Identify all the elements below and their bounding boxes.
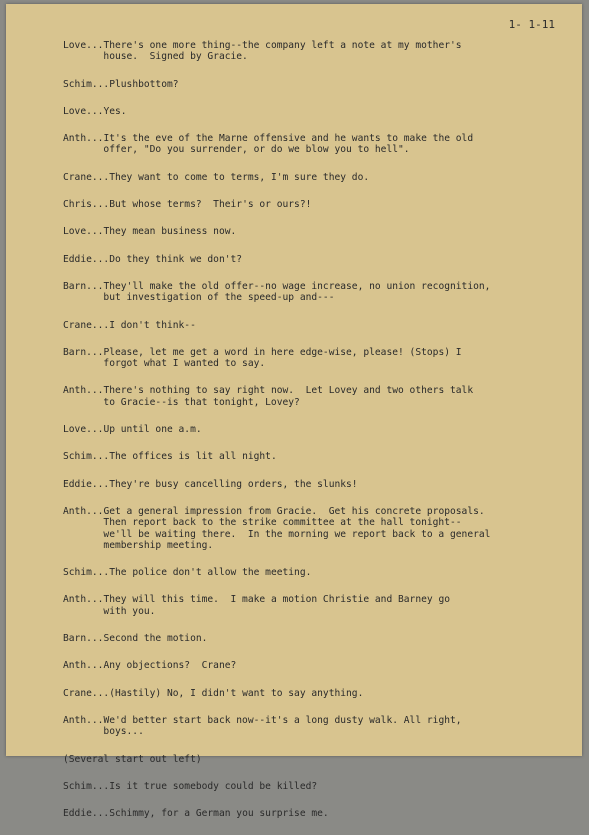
dialogue-entry — [63, 347, 568, 370]
dialogue-entry — [63, 424, 568, 435]
dialogue-entry — [63, 808, 568, 819]
dialogue-entry — [63, 385, 568, 408]
typewritten-page — [6, 4, 582, 820]
dialogue-entry — [63, 320, 568, 331]
dialogue-text: Schimmy, for a German you surprise me. — [109, 808, 329, 820]
speaker-label: Schim... — [63, 78, 110, 90]
dialogue-entry — [63, 451, 568, 462]
dialogue-text: Is it true somebody could be killed? — [109, 780, 318, 792]
dialogue-entry — [63, 715, 568, 738]
dialogue-entry — [63, 567, 568, 578]
dialogue-text: Up until one a.m. — [103, 424, 202, 436]
dialogue-entry — [63, 40, 568, 63]
speaker-label: Love... — [63, 424, 104, 436]
speaker-label: Anth... — [63, 660, 104, 672]
dialogue-text: Get a general impression from Gracie. Get his concrete proposals. Then report back to the strike committee at the hall tonight-- we'll be waiting there. In the morning we report back to a general membership meeting. — [103, 505, 491, 551]
dialogue-text: Any objections? Crane? — [103, 660, 237, 672]
speaker-label: Anth... — [63, 505, 104, 517]
dialogue-text: (Hastily) No, I didn't want to say anything. — [109, 687, 364, 699]
dialogue-text: There's one more thing--the company left a note at my mother's house. Signed by Gracie. — [103, 40, 462, 63]
dialogue-text: They want to come to terms, I'm sure they do. — [109, 171, 370, 183]
dialogue-entry — [63, 633, 568, 644]
dialogue-text: They mean business now. — [103, 226, 237, 238]
speaker-label: Anth... — [63, 385, 104, 397]
speaker-label: Love... — [63, 226, 104, 238]
speaker-label: Schim... — [63, 451, 110, 463]
page-number: 1- 1-11 — [508, 18, 555, 31]
speaker-label: Love... — [63, 40, 104, 51]
dialogue-text: But whose terms? Their's or ours?! — [109, 199, 312, 211]
dialogue-text: Do they think we don't? — [109, 253, 243, 265]
speaker-label: Eddie... — [63, 478, 110, 490]
speaker-label: Barn... — [63, 346, 104, 358]
dialogue-entry — [63, 594, 568, 617]
dialogue-text: It's the eve of the Marne offensive and he wants to make the old offer, "Do you surrender, or do we blow you to hell". — [103, 133, 474, 156]
dialogue-text: I don't think-- — [109, 319, 196, 331]
speaker-label: Barn... — [63, 280, 104, 292]
speaker-label: Crane... — [63, 319, 110, 331]
dialogue-entry — [63, 781, 568, 792]
dialogue-entry — [63, 688, 568, 699]
speaker-label: Love... — [63, 105, 104, 117]
dialogue-text: The police don't allow the meeting. — [109, 567, 312, 579]
dialogue-entry — [63, 479, 568, 490]
dialogue-text: There's nothing to say right now. Let Lovey and two others talk to Gracie--is that tonight, Lovey? — [103, 385, 474, 408]
dialogue-text: Second the motion. — [103, 633, 208, 645]
dialogue-entry — [63, 506, 568, 551]
speaker-label: Anth... — [63, 594, 104, 606]
dialogue-entry — [63, 79, 568, 90]
speaker-label: Crane... — [63, 171, 110, 183]
dialogue-text: They'll make the old offer--no wage increase, no union recognition, but investigation of the speed-up and--- — [103, 280, 491, 304]
speaker-label: Schim... — [63, 780, 110, 792]
dialogue-text: Please, let me get a word in here edge-wise, please! (Stops) I forgot what I wanted to say. — [103, 346, 462, 370]
speaker-label: Eddie... — [63, 808, 110, 820]
speaker-label: Anth... — [63, 133, 104, 145]
dialogue-text: They will this time. I make a motion Christie and Barney go with you. — [103, 594, 450, 617]
speaker-label: Schim... — [63, 567, 110, 579]
stage-direction — [63, 754, 568, 765]
dialogue-text: Plushbottom? — [109, 78, 179, 90]
speaker-label: Anth... — [63, 714, 104, 726]
dialogue-text: The offices is lit all night. — [109, 451, 277, 463]
dialogue-entry — [63, 199, 568, 210]
dialogue-entry — [63, 281, 568, 304]
dialogue-entry — [63, 254, 568, 265]
speaker-label: Barn... — [63, 633, 104, 645]
dialogue-entry — [63, 226, 568, 237]
dialogue-text: We'd better start back now--it's a long dusty walk. All right, boys... — [103, 714, 462, 738]
script-dialogue — [63, 40, 568, 835]
speaker-label: Chris... — [63, 199, 110, 211]
dialogue-text: They're busy cancelling orders, the slunks! — [109, 478, 358, 490]
dialogue-entry — [63, 106, 568, 117]
dialogue-entry — [63, 133, 568, 156]
dialogue-text: Yes. — [103, 105, 127, 117]
dialogue-text: (Several start out left) — [63, 753, 202, 765]
speaker-label: Eddie... — [63, 253, 110, 265]
dialogue-entry — [63, 660, 568, 671]
dialogue-entry — [63, 172, 568, 183]
speaker-label: Crane... — [63, 687, 110, 699]
